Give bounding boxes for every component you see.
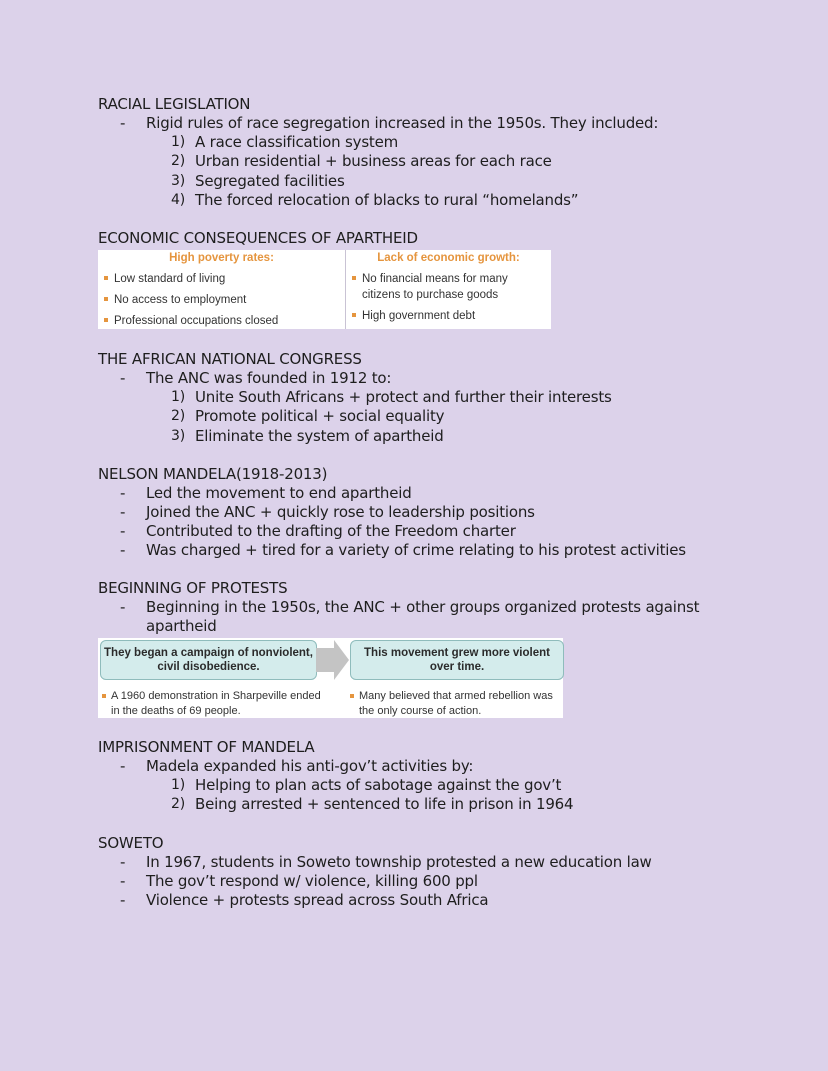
section-heading: BEGINNING OF PROTESTS bbox=[98, 579, 288, 598]
list-item: No financial means for many citizens to purchase goods bbox=[352, 271, 545, 303]
bullet-icon bbox=[104, 318, 108, 322]
violent-movement-box: This movement grew more violent over time. bbox=[350, 640, 564, 680]
growth-column bbox=[345, 250, 551, 329]
section-heading: IMPRISONMENT OF MANDELA bbox=[98, 738, 315, 757]
arrow-right-icon bbox=[316, 640, 349, 680]
list-item: 1) Helping to plan acts of sabotage against the gov’t bbox=[171, 776, 562, 795]
list-item: - Beginning in the 1950s, the ANC + other groups organized protests against apartheid bbox=[120, 598, 700, 636]
section-heading: RACIAL LEGISLATION bbox=[98, 95, 251, 113]
list-item: - The ANC was founded in 1912 to: bbox=[120, 369, 392, 388]
section-heading: SOWETO bbox=[98, 833, 164, 852]
list-item: 3) Segregated facilities bbox=[171, 171, 345, 190]
economic-consequences-table bbox=[98, 250, 551, 329]
list-item: 3) Eliminate the system of apartheid bbox=[171, 426, 444, 445]
section-anc bbox=[98, 350, 758, 446]
list-item: - Was charged + tired for a variety of crime relating to his protest activities bbox=[120, 541, 686, 560]
protest-diagram bbox=[98, 638, 563, 718]
list-item: 1) A race classification system bbox=[171, 133, 399, 151]
section-beginning-of-protests bbox=[98, 579, 758, 718]
nonviolent-campaign-box: They began a campaign of nonviolent, civil disobedience. bbox=[100, 640, 317, 680]
list-item: 2) Urban residential + business areas for each race bbox=[171, 152, 552, 171]
column-title: High poverty rates: bbox=[169, 252, 274, 265]
list-item: - Madela expanded his anti-gov’t activities by: bbox=[120, 757, 474, 776]
list-item: - The gov’t respond w/ violence, killing 600 ppl bbox=[120, 871, 478, 890]
bullet-icon bbox=[352, 313, 356, 317]
bullet-icon bbox=[350, 694, 354, 698]
list-item: Professional occupations closed bbox=[104, 313, 339, 329]
list-item: - In 1967, students in Soweto township protested a new education law bbox=[120, 852, 652, 871]
list-item: High government debt bbox=[352, 308, 545, 324]
list-item: - Rigid rules of race segregation increased in the 1950s. They included: bbox=[120, 114, 659, 132]
list-item: - Contributed to the drafting of the Freedom charter bbox=[120, 522, 516, 541]
list-item: No access to employment bbox=[104, 292, 339, 308]
section-heading: THE AFRICAN NATIONAL CONGRESS bbox=[98, 350, 362, 369]
section-soweto bbox=[98, 834, 758, 910]
sharpeville-note: A 1960 demonstration in Sharpeville ended in the deaths of 69 people. bbox=[100, 689, 331, 719]
list-item: Low standard of living bbox=[104, 271, 339, 287]
armed-rebellion-note: Many believed that armed rebellion was the only course of action. bbox=[348, 689, 569, 719]
notes-page bbox=[98, 95, 758, 929]
bullet-icon bbox=[104, 297, 108, 301]
list-item: - Led the movement to end apartheid bbox=[120, 484, 412, 503]
section-economic-consequences bbox=[98, 229, 758, 329]
section-nelson-mandela bbox=[98, 465, 758, 560]
list-item: - Violence + protests spread across South Africa bbox=[120, 890, 489, 909]
column-title: Lack of economic growth: bbox=[377, 252, 520, 265]
bullet-icon bbox=[352, 276, 356, 280]
list-item: 2) Promote political + social equality bbox=[171, 407, 445, 426]
list-item: - Joined the ANC + quickly rose to leadership positions bbox=[120, 503, 535, 522]
bullet-icon bbox=[102, 694, 106, 698]
section-heading: NELSON MANDELA(1918-2013) bbox=[98, 465, 328, 484]
bullet-icon bbox=[104, 276, 108, 280]
section-imprisonment-of-mandela bbox=[98, 738, 758, 815]
section-racial-legislation bbox=[98, 95, 758, 210]
list-item: 1) Unite South Africans + protect and further their interests bbox=[171, 388, 612, 407]
list-item: 2) Being arrested + sentenced to life in prison in 1964 bbox=[171, 795, 574, 814]
poverty-column bbox=[98, 250, 345, 329]
section-heading: ECONOMIC CONSEQUENCES OF APARTHEID bbox=[98, 229, 418, 248]
list-item: 4) The forced relocation of blacks to rural “homelands” bbox=[171, 190, 579, 209]
